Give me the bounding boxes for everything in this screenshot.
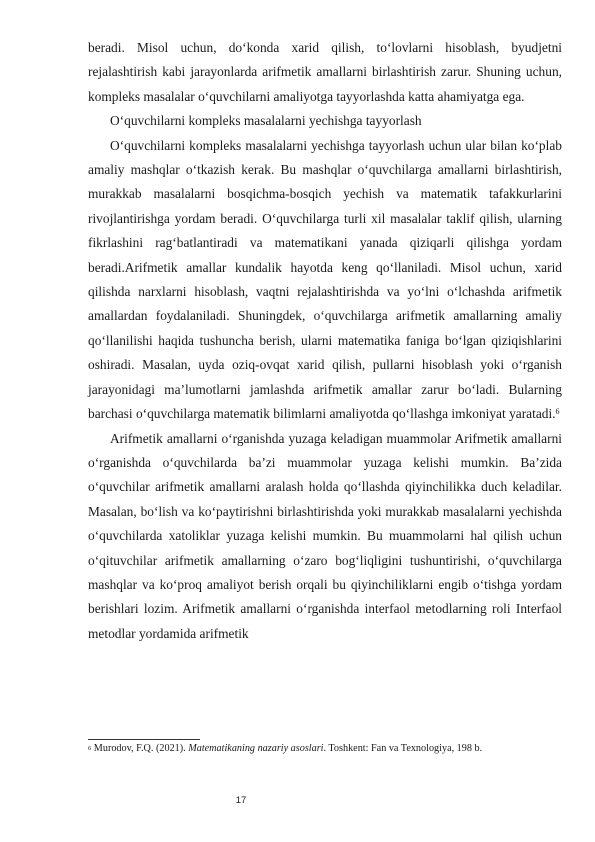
page-number: 17 bbox=[235, 795, 247, 806]
footnote-publisher: . Toshkent: Fan va Texnologiya, 198 b. bbox=[323, 743, 483, 754]
footnote bbox=[88, 742, 562, 756]
paragraph-3: Arifmetik amallarni o‘rganishda yuzaga keladigan muammolar Arifmetik amallarni o‘rganishda o‘quvchilarda ba’zi muammolar yuzaga kelishi mumkin. Ba’zida o‘quvchilar arifmetik amallarni aralash holda qo‘llashda qiyinchilikka duch keladilar. Masalan, bo‘lish va ko‘paytirishni birlashtirishda yoki murakkab masalalarni yechishda o‘quvchilarda xatoliklar yuzaga kelishi mumkin. Bu muammolarni hal qilish uchun o‘qituvchilar arifmetik amallarning o‘zaro bog‘liqligini tushuntirishi, o‘quvchilarga mashqlar va ko‘proq amaliyot berish orqali bu qiyinchiliklarni engib o‘tishga yordam berishlari lozim. Arifmetik amallarni o‘rganishda interfaol metodlarning roli Interfaol metodlar yordamida arifmetik bbox=[88, 430, 562, 641]
paragraph-2-text: O‘quvchilarni kompleks masalalarni yechishga tayyorlash uchun ular bilan ko‘plab amaliy mashqlar o‘tkazish kerak. Bu mashqlar o‘quvchilarga amallarni birlashtirish, murakkab masalalarni bosqichma-bosqich yechish va matematik tafakkurlarini rivojlantirishga yordam beradi. O‘quvchilarga turli xil masalalar taklif qilish, ularning fikrlashini rag‘batlantiradi va matematikani yanada qiziqarli qilishga yordam beradi.Arifmetik amallar kundalik hayotda keng qo‘llaniladi. Misol uchun, xarid qilishda narxlarni hisoblash, vaqtni rejalashtirishda va yo‘lni o‘lchashda arifmetik amallardan foydalaniladi. Shuningdek, o‘quvchilarga arifmetik amallarning amaliy qo‘llanilishi haqida tushuncha berish, ularni matematika faniga bo‘lgan qiziqishlarini oshiradi. Masalan, uyda oziq-ovqat xarid qilish, pullarni hisoblash yoki o‘rganish jarayonidagi ma’lumotlarni jamlashda arifmetik amallar zarur bo‘ladi. Bularning barchasi o‘quvchilarga matematik bilimlarni amaliyotda qo‘llashga imkoniyat yaratadi. bbox=[88, 137, 562, 422]
paragraph-1: beradi. Misol uchun, do‘konda xarid qilish, to‘lovlarni hisoblash, byudjetni rejalashtirish kabi jarayonlarda arifmetik amallarni birlashtirish zarur. Shuning uchun, kompleks masalalar o‘quvchilarni amaliyotga tayyorlashda katta ahamiyatga ega. bbox=[88, 40, 562, 104]
paragraph-2 bbox=[88, 134, 562, 427]
section-heading: O‘quvchilarni kompleks masalalarni yechishga tayyorlash bbox=[110, 113, 422, 129]
footnote-marker: 6 bbox=[88, 745, 92, 752]
footnote-author: Murodov, F.Q. (2021). bbox=[91, 743, 189, 754]
footnote-separator bbox=[88, 739, 200, 740]
page-body bbox=[88, 36, 562, 646]
footnote-reference[interactable]: 6 bbox=[555, 407, 560, 417]
footnote-title: Matematikaning nazariy asoslari bbox=[188, 743, 324, 754]
